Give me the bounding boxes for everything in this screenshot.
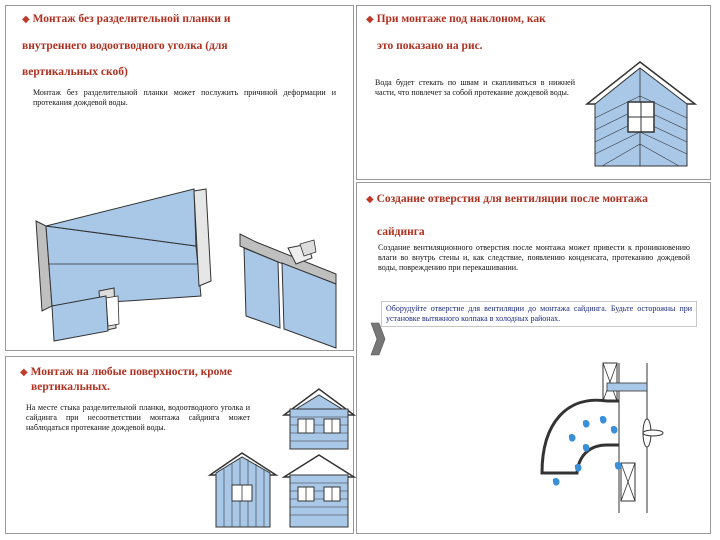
panel3-note: Оборудуйте отверстие для вентиляции до монтажа сайдинга. Будьте осторожны при установке вытяжного колпака в холодных районах. [381,301,697,327]
bullet-icon: ◆ [22,14,30,25]
panel2-heading-line2: это показано на рис. [377,40,483,52]
panel2-heading-line1: При монтаже под наклоном, как [376,13,546,25]
panel4-text: На месте стыка разделительной планки, водоотводного уголка и сайдинга при несоответствии монтажа сайдинга может наблюдаться протекание дождевой воды. [26,403,250,432]
panel3-text: Создание вентиляционного отверстия после монтажа может привести к проникновению влаги во внутрь стены и, как следствие, появлению конденсата, протеканию дождевой воды, повреждению при перекашивании. [378,243,690,272]
water-drop [611,426,618,434]
panel3-heading-line1: Создание отверстия для вентиляции после монтажа [376,193,648,205]
panel4-heading-line2: вертикальных. [31,381,110,393]
bullet-icon: ◆ [366,194,374,205]
water-drop [553,478,560,486]
panel2-text: Вода будет стекать по швам и скапливаться в нижней части, что повлечет за собой протекание дождевой воды. [375,78,575,97]
arrow-icon [371,323,385,355]
panel1-text: Монтаж без разделительной планки может послужить причиной деформации и протекания дождевой воды. [33,88,336,107]
illustration-no-separator [6,6,355,352]
illustration-ventilation [357,183,712,535]
panel4-heading-line1: Монтаж на любые поверхности, кроме [30,366,233,378]
illustration-houses [6,357,355,535]
bullet-icon: ◆ [366,14,374,25]
panel3-heading-line2: сайдинга [377,226,425,238]
panel1-heading-line3: вертикальных скоб) [22,66,128,78]
panel-inclined [356,5,711,180]
panel1-heading-line2: внутреннего водоотводного уголка (для [22,40,228,52]
bullet-icon: ◆ [20,367,28,378]
panel-ventilation [356,182,711,534]
illustration-inclined-house [357,6,712,181]
panel-any-surface [5,356,354,534]
panel-no-separator [5,5,354,351]
house-horizontal-roof-2 [284,455,354,477]
panel1-heading-line1: Монтаж без разделительной планки и [32,13,231,25]
